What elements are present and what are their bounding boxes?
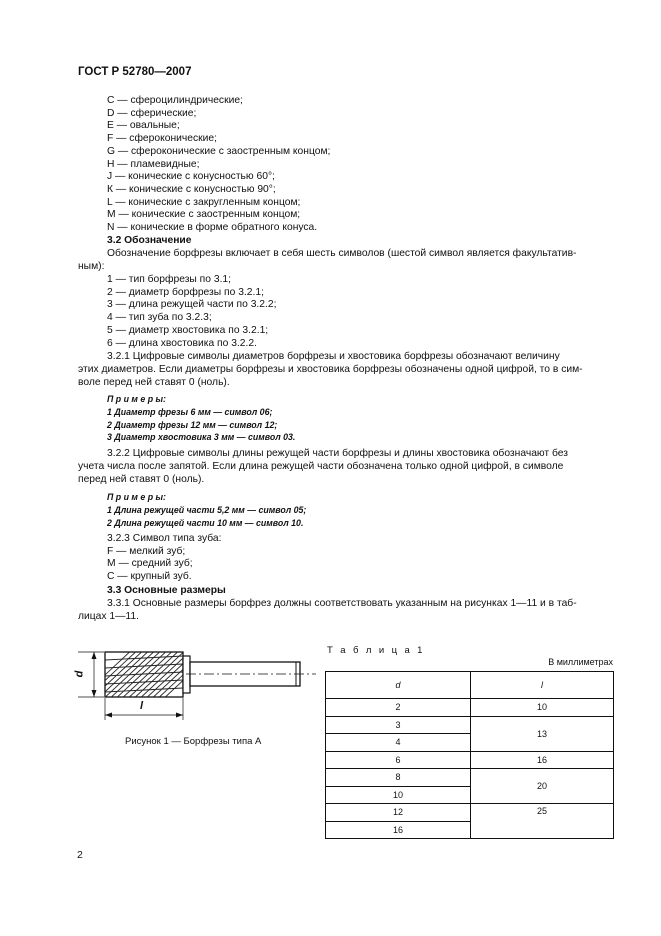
table-title: Т а б л и ц а 1 [327, 645, 425, 656]
para-3-2-3-title: 3.2.3 Символ типа зуба: [107, 533, 222, 544]
cell-d: 6 [326, 751, 471, 769]
example-item: 2 Длина режущей части 10 мм — символ 10. [107, 517, 304, 528]
list-item: 6 — длина хвостовика по 3.2.2. [107, 337, 257, 349]
figure-caption: Рисунок 1 — Борфрезы типа А [125, 736, 262, 747]
examples-title: П р и м е р ы: [107, 394, 166, 404]
para-3-2-2-l2: учета числа после запятой. Если длина режущей части обозначена только одной цифрой, в символе [78, 461, 564, 472]
para-3-2-1-l1: 3.2.1 Цифровые символы диаметров борфрезы и хвостовика борфрезы обозначают величину [107, 351, 560, 362]
col-header-l: l [471, 672, 614, 699]
list-item: Е — овальные; [107, 120, 180, 132]
table-header-row [326, 672, 614, 699]
table-row [326, 716, 614, 734]
para-3-2-2-l3: перед ней ставят 0 (ноль). [78, 474, 205, 485]
dim-label-d: d [73, 670, 86, 678]
list-item: G — сфероконические с заостренным концом; [107, 145, 331, 157]
para-3-3-1-l1: 3.3.1 Основные размеры борфрез должны соответствовать указанным на рисунках 1—11 и в таб- [107, 598, 577, 609]
table-units: В миллиметрах [548, 657, 613, 667]
list-item: J — конические с конусностью 60°; [107, 171, 275, 183]
table-row [326, 769, 614, 787]
para-3-2-1-l3: воле перед ней ставят 0 (ноль). [78, 377, 230, 388]
para-3-2-1-l2: этих диаметров. Если диаметры борфрезы и хвостовика борфрезы обозначены одной цифрой, то в сим- [78, 364, 583, 375]
list-item: 2 — диаметр борфрезы по 3.2.1; [107, 286, 264, 298]
arrow-up [92, 652, 97, 659]
burr-drawing [68, 642, 318, 724]
list-item: F — мелкий зуб; [107, 545, 186, 557]
list-item: 5 — диаметр хвостовика по 3.2.1; [107, 324, 269, 336]
section-3-2-intro-cont: ным): [78, 261, 105, 272]
arrow-left [105, 713, 112, 718]
section-3-2-intro: Обозначение борфрезы включает в себя шесть символов (шестой символ является факультатив- [107, 248, 577, 259]
dim-label-l: l [140, 700, 144, 712]
examples-title: П р и м е р ы: [107, 492, 166, 502]
table-row [326, 699, 614, 717]
cell-d: 16 [326, 821, 471, 839]
list-item: С — сфероцилиндрические; [107, 95, 243, 106]
list-item: М — конические с заостренным концом; [107, 209, 301, 221]
section-3-3-title: 3.3 Основные размеры [107, 585, 226, 596]
para-3-2-2-l1: 3.2.2 Цифровые символы длины режущей части борфрезы и длины хвостовика обозначают без [107, 448, 569, 459]
cell-l: 10 [471, 699, 614, 717]
cell-d: 4 [326, 734, 471, 752]
list-item: М — средний зуб; [107, 558, 193, 570]
doc-header: ГОСТ Р 52780—2007 [78, 66, 192, 78]
cell-d: 2 [326, 699, 471, 717]
list-item: D — сферические; [107, 107, 197, 119]
list-item: F — сфероконические; [107, 133, 217, 145]
list-item: Н — пламевидные; [107, 158, 200, 170]
list-item: 1 — тип борфрезы по 3.1; [107, 274, 232, 285]
table-row [326, 804, 614, 822]
list-item: N — конические в форме обратного конуса. [107, 222, 318, 234]
para-3-2-3 [107, 533, 222, 584]
list-item: L — конические с закругленным концом; [107, 196, 301, 208]
example-item: 1 Диаметр фрезы 6 мм — символ 06; [107, 406, 273, 417]
cell-d: 10 [326, 786, 471, 804]
cell-l: 25 [471, 804, 614, 839]
burr-neck [183, 656, 190, 693]
arrow-right [176, 713, 183, 718]
shape-list [107, 95, 330, 235]
para-3-3-1-l2: лицах 1—11. [78, 611, 139, 622]
page-number: 2 [77, 849, 83, 861]
examples-block-2 [107, 491, 306, 529]
table-row [326, 751, 614, 769]
cell-d: 3 [326, 716, 471, 734]
list-item: 4 — тип зуба по 3.2.3; [107, 312, 212, 324]
col-header-d: d [326, 672, 471, 699]
example-item: 3 Диаметр хвостовика 3 мм — символ 03. [107, 432, 296, 443]
cell-l: 13 [471, 716, 614, 751]
dimensions-table [325, 671, 614, 839]
cell-d: 12 [326, 804, 471, 822]
cell-l: 16 [471, 751, 614, 769]
arrow-down [92, 690, 97, 697]
section-3-2-title: 3.2 Обозначение [107, 235, 192, 246]
symbol-list [107, 274, 276, 350]
example-item: 1 Длина режущей части 5,2 мм — символ 05; [107, 504, 307, 515]
example-item: 2 Диаметр фрезы 12 мм — символ 12; [107, 419, 278, 430]
cell-d: 8 [326, 769, 471, 787]
list-item: С — крупный зуб. [107, 571, 192, 583]
examples-block-1 [107, 393, 295, 444]
cell-l: 20 [471, 769, 614, 804]
list-item: 3 — длина режущей части по 3.2.2; [107, 299, 277, 311]
list-item: К — конические с конусностью 90°; [107, 183, 276, 195]
